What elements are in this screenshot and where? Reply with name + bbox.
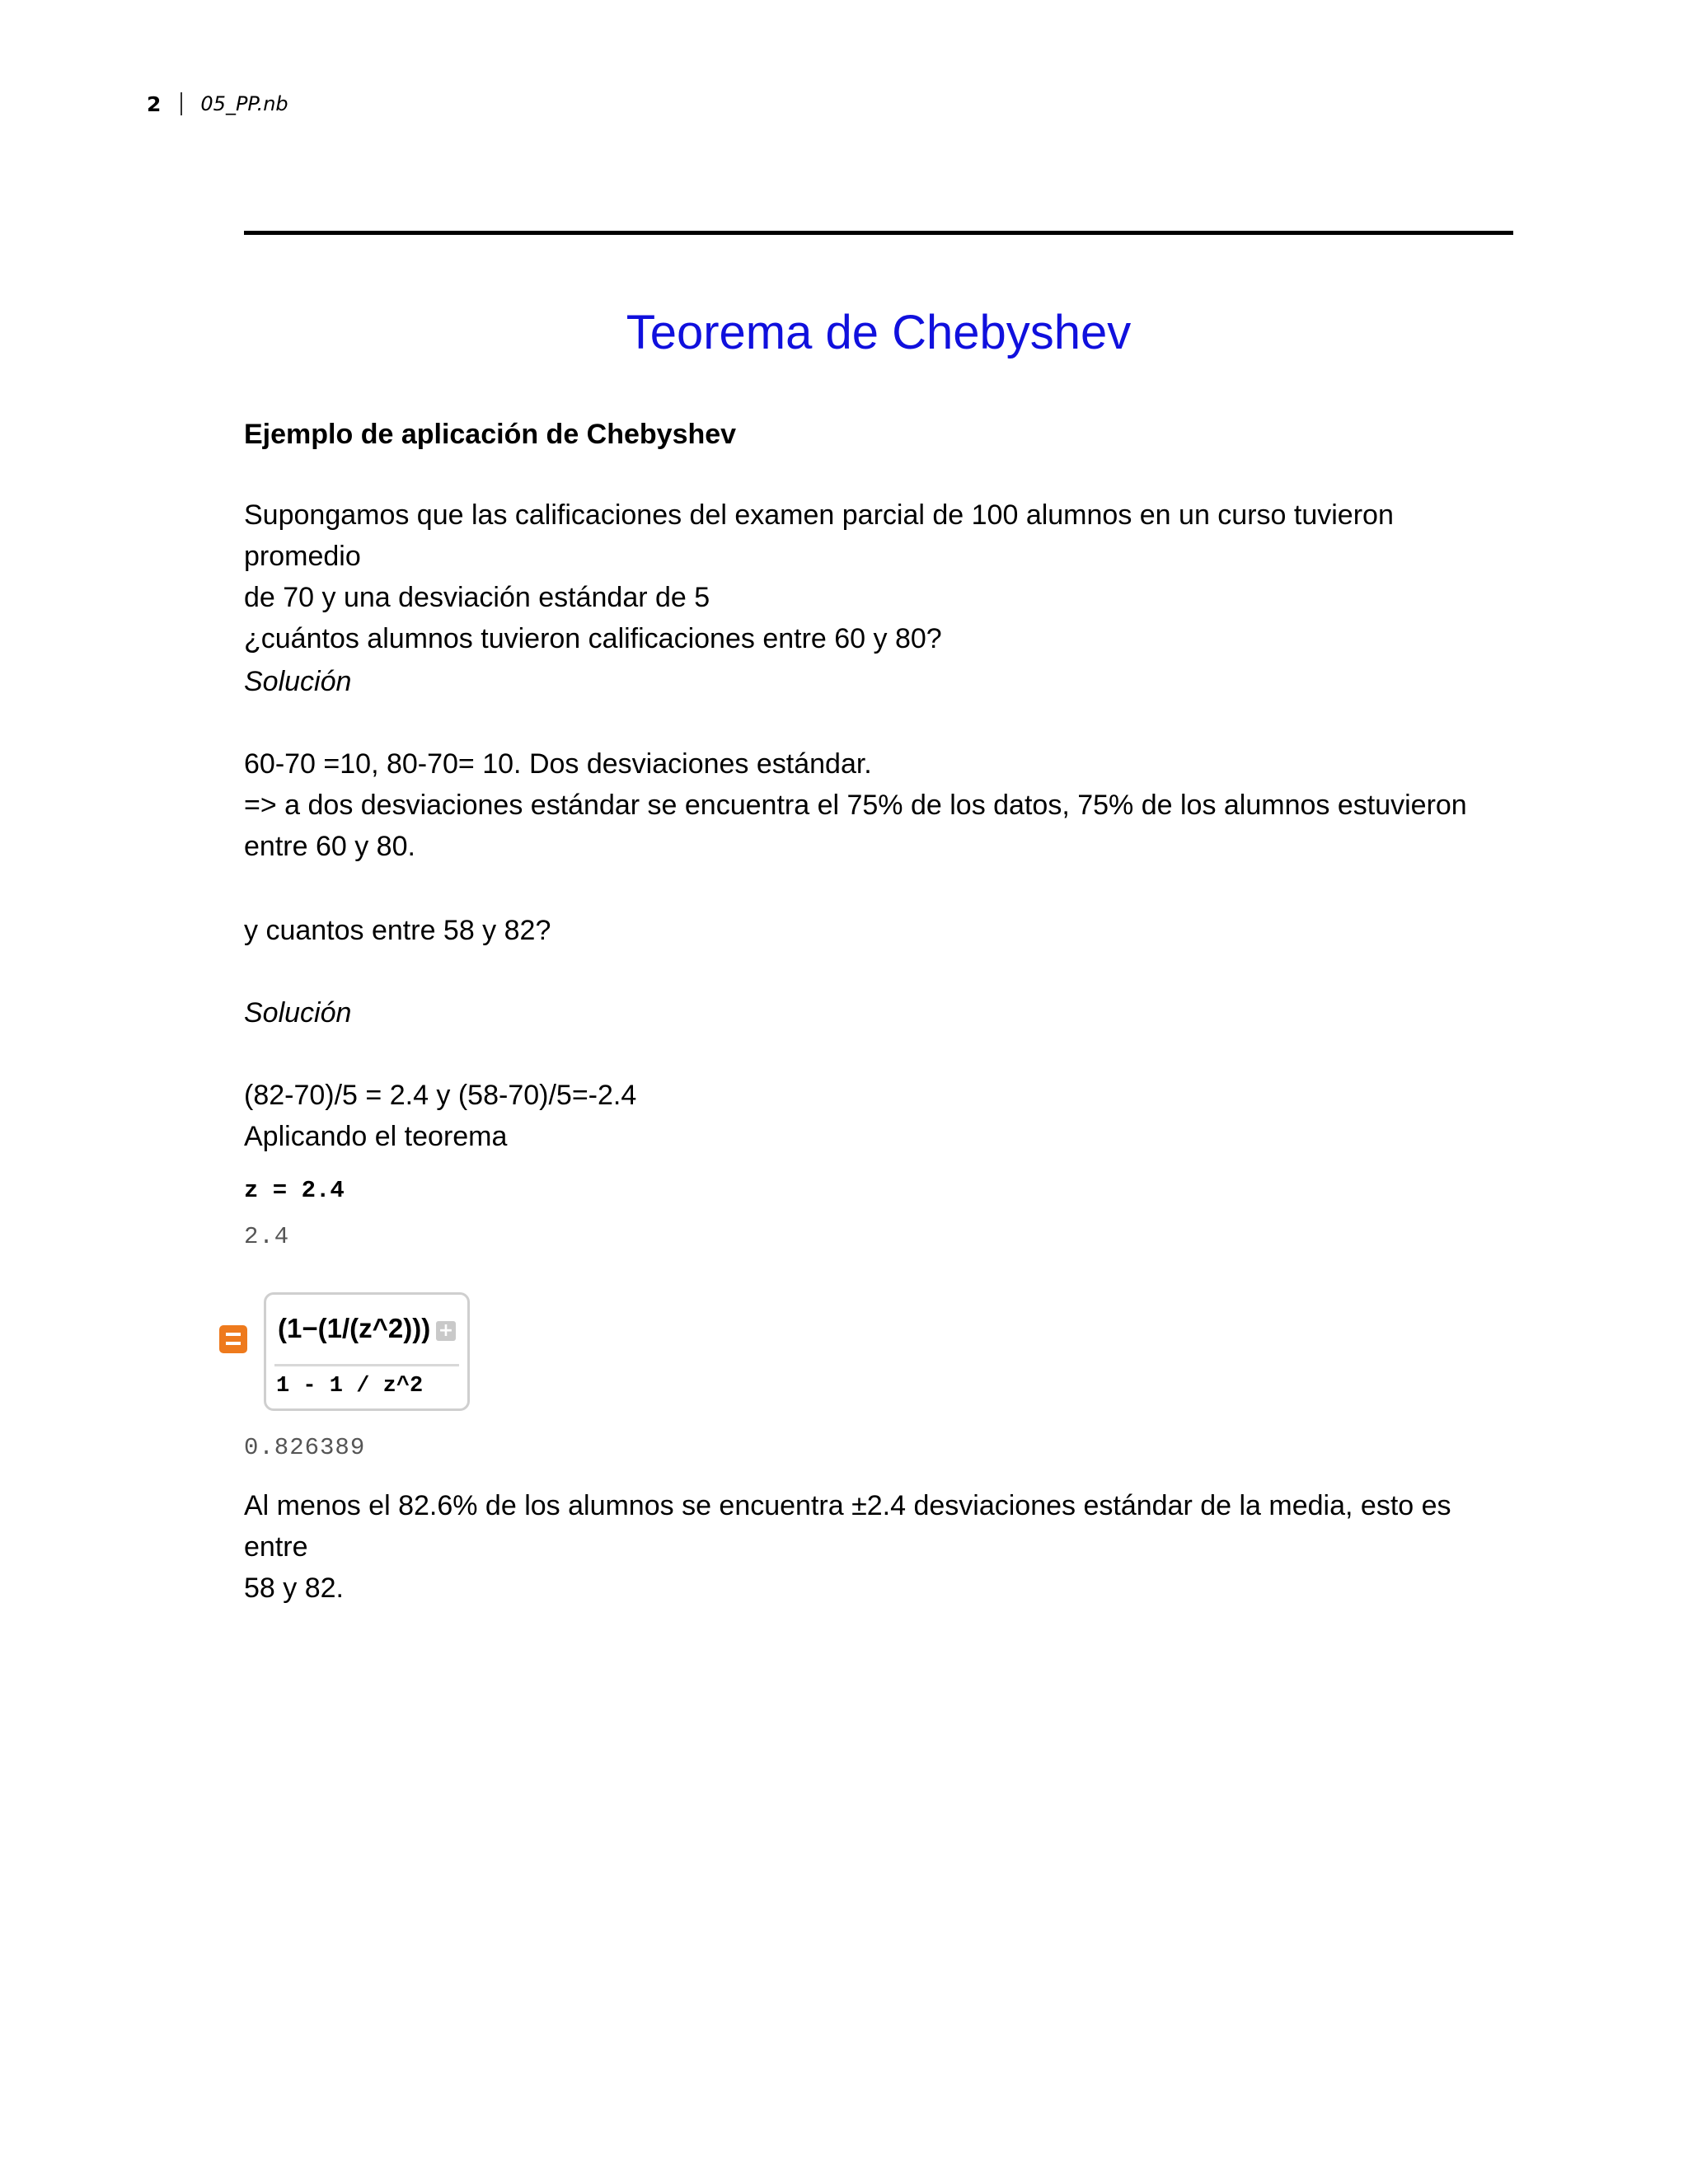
page-header [147,89,288,119]
conclusion-line-1: Al menos el 82.6% de los alumnos se encuentra ±2.4 desviaciones estándar de la media, esto es entre [244,1490,1451,1563]
second-question: y cuantos entre 58 y 82? [244,915,551,946]
solution-line-1: (82-70)/5 = 2.4 y (58-70)/5=-2.4 [244,1080,637,1111]
raw-input[interactable]: 1 - 1 / z^2 [276,1374,424,1399]
problem-line-3: ¿cuántos alumnos tuvieron calificaciones entre 60 y 80? [244,623,942,654]
solution-line-3: entre 60 y 80. [244,831,415,862]
formatted-input-box[interactable] [264,1292,470,1411]
input-cell[interactable]: z = 2.4 [244,1177,345,1204]
equal-icon[interactable] [219,1325,247,1353]
conclusion-line-2: 58 y 82. [244,1572,344,1604]
solution-line-1: 60-70 =10, 80-70= 10. Dos desviaciones estándar. [244,748,872,780]
page-number: 2 [147,91,162,116]
problem-line-2: de 70 y una desviación estándar de 5 [244,582,710,613]
problem-statement [244,494,1513,659]
solution-text [244,743,1513,867]
formatted-input[interactable]: (1−(1/(z^2))) [278,1313,431,1343]
page-title: Teorema de Chebyshev [626,306,1132,359]
file-name: 05_PP.nb [200,92,288,115]
solution-text [244,1075,1513,1157]
box-divider [274,1364,459,1366]
conclusion-text [244,1485,1513,1609]
output-cell: 2.4 [244,1223,290,1250]
solution-label: Solución [244,666,352,697]
solution-label: Solución [244,997,352,1029]
header-separator [181,92,182,115]
section-heading: Ejemplo de aplicación de Chebyshev [244,419,737,450]
output-cell: 0.826389 [244,1434,366,1461]
plus-icon[interactable]: + [436,1321,456,1341]
solution-line-2: => a dos desviaciones estándar se encuentra el 75% de los datos, 75% de los alumnos estuvieron [244,790,1467,821]
problem-line-1: Supongamos que las calificaciones del examen parcial de 100 alumnos en un curso tuvieron promedio [244,499,1394,572]
solution-line-2: Aplicando el teorema [244,1121,508,1152]
section-rule [244,231,1513,235]
